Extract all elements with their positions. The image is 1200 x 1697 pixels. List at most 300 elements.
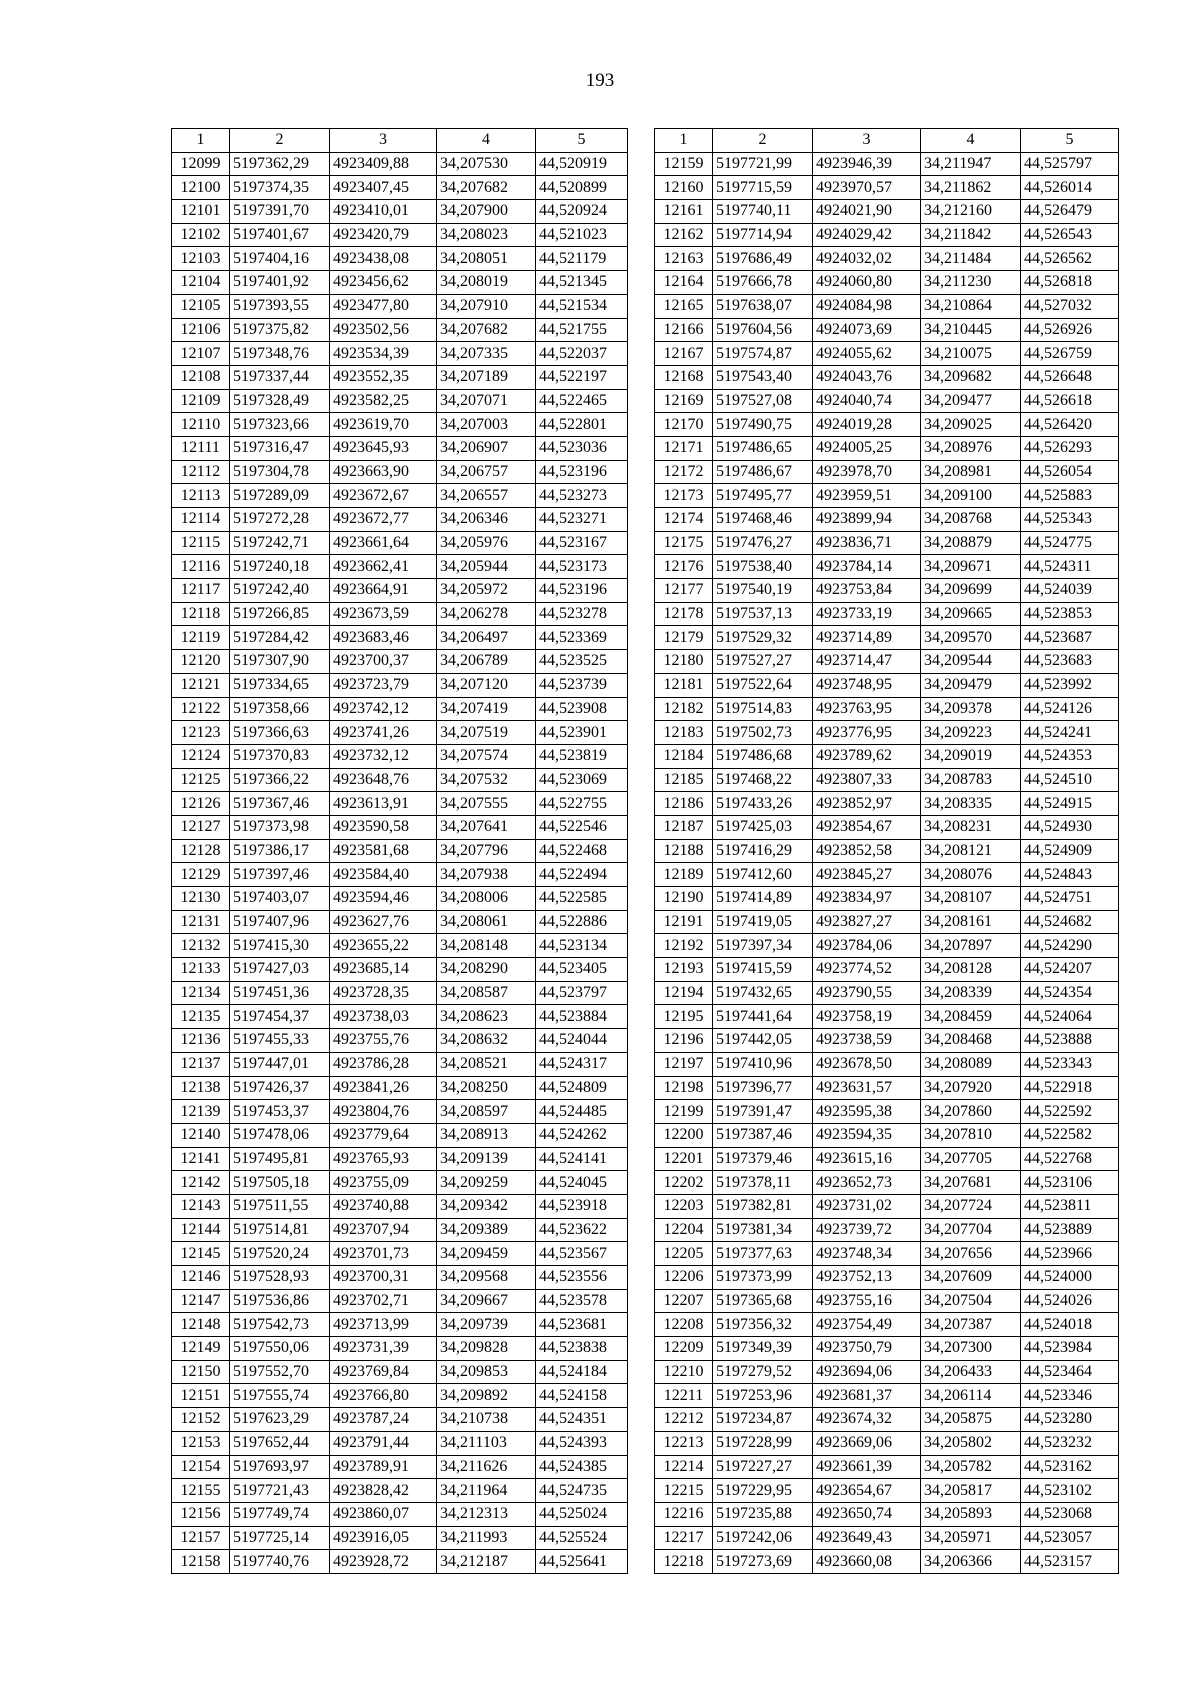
y-coordinate-cell: 4924055,62 — [813, 342, 921, 366]
y-coordinate-cell: 4923731,02 — [813, 1194, 921, 1218]
y-coordinate-cell: 4923664,91 — [330, 579, 437, 603]
point-number-cell: 12130 — [172, 887, 230, 911]
table-row — [172, 294, 628, 318]
table-row — [172, 863, 628, 887]
point-number-cell: 12198 — [655, 1076, 713, 1100]
longitude-cell: 34,207860 — [921, 1100, 1021, 1124]
longitude-cell: 34,207335 — [437, 342, 536, 366]
x-coordinate-cell: 5197240,18 — [230, 555, 330, 579]
table-row — [172, 555, 628, 579]
y-coordinate-cell: 4923502,56 — [330, 318, 437, 342]
table-row — [655, 1431, 1119, 1455]
longitude-cell: 34,209100 — [921, 484, 1021, 508]
latitude-cell: 44,523578 — [536, 1289, 628, 1313]
point-number-cell: 12201 — [655, 1147, 713, 1171]
x-coordinate-cell: 5197348,76 — [230, 342, 330, 366]
longitude-cell: 34,209699 — [921, 579, 1021, 603]
latitude-cell: 44,524735 — [536, 1479, 628, 1503]
point-number-cell: 12209 — [655, 1337, 713, 1361]
latitude-cell: 44,523157 — [1021, 1550, 1119, 1574]
longitude-cell: 34,208768 — [921, 508, 1021, 532]
y-coordinate-cell: 4924005,25 — [813, 436, 921, 460]
longitude-cell: 34,207724 — [921, 1194, 1021, 1218]
table-row — [172, 436, 628, 460]
table-row — [172, 271, 628, 295]
table-row — [172, 1147, 628, 1171]
x-coordinate-cell: 5197284,42 — [230, 626, 330, 650]
x-coordinate-cell: 5197537,13 — [713, 602, 813, 626]
y-coordinate-cell: 4923650,74 — [813, 1502, 921, 1526]
table-row — [655, 1123, 1119, 1147]
y-coordinate-cell: 4923755,76 — [330, 1029, 437, 1053]
latitude-cell: 44,526648 — [1021, 365, 1119, 389]
table-row — [655, 318, 1119, 342]
x-coordinate-cell: 5197253,96 — [713, 1384, 813, 1408]
latitude-cell: 44,523567 — [536, 1242, 628, 1266]
point-number-cell: 12183 — [655, 721, 713, 745]
x-coordinate-cell: 5197486,65 — [713, 436, 813, 460]
point-number-cell: 12154 — [172, 1455, 230, 1479]
point-number-cell: 12217 — [655, 1526, 713, 1550]
y-coordinate-cell: 4923420,79 — [330, 223, 437, 247]
point-number-cell: 12136 — [172, 1029, 230, 1053]
latitude-cell: 44,523069 — [536, 768, 628, 792]
latitude-cell: 44,523853 — [1021, 602, 1119, 626]
point-number-cell: 12111 — [172, 436, 230, 460]
y-coordinate-cell: 4923672,67 — [330, 484, 437, 508]
longitude-cell: 34,212187 — [437, 1550, 536, 1574]
table-row — [172, 1029, 628, 1053]
y-coordinate-cell: 4924043,76 — [813, 365, 921, 389]
y-coordinate-cell: 4923683,46 — [330, 626, 437, 650]
x-coordinate-cell: 5197715,59 — [713, 176, 813, 200]
latitude-cell: 44,521023 — [536, 223, 628, 247]
x-coordinate-cell: 5197528,93 — [230, 1266, 330, 1290]
point-number-cell: 12166 — [655, 318, 713, 342]
table-row — [655, 1384, 1119, 1408]
latitude-cell: 44,523901 — [536, 721, 628, 745]
latitude-cell: 44,524026 — [1021, 1289, 1119, 1313]
x-coordinate-cell: 5197307,90 — [230, 650, 330, 674]
x-coordinate-cell: 5197520,24 — [230, 1242, 330, 1266]
y-coordinate-cell: 4923928,72 — [330, 1550, 437, 1574]
y-coordinate-cell: 4923828,42 — [330, 1479, 437, 1503]
point-number-cell: 12207 — [655, 1289, 713, 1313]
table-row — [655, 1171, 1119, 1195]
x-coordinate-cell: 5197604,56 — [713, 318, 813, 342]
longitude-cell: 34,205875 — [921, 1408, 1021, 1432]
longitude-cell: 34,208976 — [921, 436, 1021, 460]
table-row — [172, 1479, 628, 1503]
point-number-cell: 12123 — [172, 721, 230, 745]
table-row — [655, 247, 1119, 271]
table-row — [655, 1313, 1119, 1337]
longitude-cell: 34,206757 — [437, 460, 536, 484]
y-coordinate-cell: 4923827,27 — [813, 910, 921, 934]
point-number-cell: 12162 — [655, 223, 713, 247]
longitude-cell: 34,209479 — [921, 673, 1021, 697]
longitude-cell: 34,209671 — [921, 555, 1021, 579]
point-number-cell: 12211 — [655, 1384, 713, 1408]
table-row — [655, 271, 1119, 295]
latitude-cell: 44,526818 — [1021, 271, 1119, 295]
point-number-cell: 12167 — [655, 342, 713, 366]
column-header: 4 — [437, 129, 536, 153]
latitude-cell: 44,523464 — [1021, 1360, 1119, 1384]
longitude-cell: 34,207003 — [437, 413, 536, 437]
point-number-cell: 12149 — [172, 1337, 230, 1361]
table-row — [172, 792, 628, 816]
y-coordinate-cell: 4923631,57 — [813, 1076, 921, 1100]
y-coordinate-cell: 4924029,42 — [813, 223, 921, 247]
table-row — [655, 1029, 1119, 1053]
table-row — [655, 555, 1119, 579]
latitude-cell: 44,522465 — [536, 389, 628, 413]
x-coordinate-cell: 5197227,27 — [713, 1455, 813, 1479]
latitude-cell: 44,523966 — [1021, 1242, 1119, 1266]
table-row — [172, 1408, 628, 1432]
y-coordinate-cell: 4923662,41 — [330, 555, 437, 579]
latitude-cell: 44,523068 — [1021, 1502, 1119, 1526]
table-row — [655, 839, 1119, 863]
longitude-cell: 34,208006 — [437, 887, 536, 911]
table-row — [172, 1266, 628, 1290]
latitude-cell: 44,523346 — [1021, 1384, 1119, 1408]
point-number-cell: 12138 — [172, 1076, 230, 1100]
x-coordinate-cell: 5197490,75 — [713, 413, 813, 437]
longitude-cell: 34,207532 — [437, 768, 536, 792]
longitude-cell: 34,208459 — [921, 1005, 1021, 1029]
latitude-cell: 44,523908 — [536, 697, 628, 721]
table-row — [655, 768, 1119, 792]
longitude-cell: 34,205802 — [921, 1431, 1021, 1455]
x-coordinate-cell: 5197433,26 — [713, 792, 813, 816]
table-row — [172, 152, 628, 176]
y-coordinate-cell: 4923753,84 — [813, 579, 921, 603]
longitude-cell: 34,209892 — [437, 1384, 536, 1408]
y-coordinate-cell: 4924060,80 — [813, 271, 921, 295]
x-coordinate-cell: 5197514,83 — [713, 697, 813, 721]
y-coordinate-cell: 4923754,49 — [813, 1313, 921, 1337]
x-coordinate-cell: 5197432,65 — [713, 981, 813, 1005]
point-number-cell: 12172 — [655, 460, 713, 484]
longitude-cell: 34,208913 — [437, 1123, 536, 1147]
x-coordinate-cell: 5197272,28 — [230, 508, 330, 532]
point-number-cell: 12147 — [172, 1289, 230, 1313]
latitude-cell: 44,523992 — [1021, 673, 1119, 697]
table-row — [172, 768, 628, 792]
longitude-cell: 34,209389 — [437, 1218, 536, 1242]
x-coordinate-cell: 5197721,43 — [230, 1479, 330, 1503]
latitude-cell: 44,523273 — [536, 484, 628, 508]
x-coordinate-cell: 5197502,73 — [713, 721, 813, 745]
latitude-cell: 44,523687 — [1021, 626, 1119, 650]
longitude-cell: 34,207504 — [921, 1289, 1021, 1313]
x-coordinate-cell: 5197441,64 — [713, 1005, 813, 1029]
x-coordinate-cell: 5197391,70 — [230, 200, 330, 224]
latitude-cell: 44,523681 — [536, 1313, 628, 1337]
latitude-cell: 44,523102 — [1021, 1479, 1119, 1503]
table-row — [655, 1289, 1119, 1313]
y-coordinate-cell: 4923669,06 — [813, 1431, 921, 1455]
latitude-cell: 44,523280 — [1021, 1408, 1119, 1432]
point-number-cell: 12146 — [172, 1266, 230, 1290]
table-row — [172, 1123, 628, 1147]
y-coordinate-cell: 4923741,26 — [330, 721, 437, 745]
x-coordinate-cell: 5197334,65 — [230, 673, 330, 697]
x-coordinate-cell: 5197454,37 — [230, 1005, 330, 1029]
longitude-cell: 34,208089 — [921, 1052, 1021, 1076]
y-coordinate-cell: 4923978,70 — [813, 460, 921, 484]
table-row — [172, 1550, 628, 1574]
y-coordinate-cell: 4924084,98 — [813, 294, 921, 318]
y-coordinate-cell: 4923836,71 — [813, 531, 921, 555]
latitude-cell: 44,523134 — [536, 934, 628, 958]
x-coordinate-cell: 5197415,30 — [230, 934, 330, 958]
y-coordinate-cell: 4923763,95 — [813, 697, 921, 721]
table-row — [655, 650, 1119, 674]
latitude-cell: 44,524262 — [536, 1123, 628, 1147]
point-number-cell: 12112 — [172, 460, 230, 484]
longitude-cell: 34,207120 — [437, 673, 536, 697]
latitude-cell: 44,526562 — [1021, 247, 1119, 271]
longitude-cell: 34,208061 — [437, 910, 536, 934]
latitude-cell: 44,524317 — [536, 1052, 628, 1076]
longitude-cell: 34,207641 — [437, 815, 536, 839]
y-coordinate-cell: 4923731,39 — [330, 1337, 437, 1361]
longitude-cell: 34,209259 — [437, 1171, 536, 1195]
longitude-cell: 34,206789 — [437, 650, 536, 674]
x-coordinate-cell: 5197374,35 — [230, 176, 330, 200]
table-row — [655, 815, 1119, 839]
point-number-cell: 12157 — [172, 1526, 230, 1550]
point-number-cell: 12184 — [655, 744, 713, 768]
latitude-cell: 44,522494 — [536, 863, 628, 887]
latitude-cell: 44,524775 — [1021, 531, 1119, 555]
y-coordinate-cell: 4923707,94 — [330, 1218, 437, 1242]
x-coordinate-cell: 5197366,22 — [230, 768, 330, 792]
point-number-cell: 12173 — [655, 484, 713, 508]
y-coordinate-cell: 4923661,64 — [330, 531, 437, 555]
latitude-cell: 44,523271 — [536, 508, 628, 532]
point-number-cell: 12127 — [172, 815, 230, 839]
latitude-cell: 44,522582 — [1021, 1123, 1119, 1147]
y-coordinate-cell: 4923769,84 — [330, 1360, 437, 1384]
table-row — [655, 934, 1119, 958]
point-number-cell: 12168 — [655, 365, 713, 389]
latitude-cell: 44,523888 — [1021, 1029, 1119, 1053]
table-row — [655, 1479, 1119, 1503]
x-coordinate-cell: 5197638,07 — [713, 294, 813, 318]
point-number-cell: 12197 — [655, 1052, 713, 1076]
latitude-cell: 44,522755 — [536, 792, 628, 816]
y-coordinate-cell: 4923713,99 — [330, 1313, 437, 1337]
table-row — [655, 1502, 1119, 1526]
y-coordinate-cell: 4923765,93 — [330, 1147, 437, 1171]
y-coordinate-cell: 4923407,45 — [330, 176, 437, 200]
x-coordinate-cell: 5197540,19 — [713, 579, 813, 603]
latitude-cell: 44,524930 — [1021, 815, 1119, 839]
table-row — [655, 1100, 1119, 1124]
latitude-cell: 44,524044 — [536, 1029, 628, 1053]
point-number-cell: 12164 — [655, 271, 713, 295]
x-coordinate-cell: 5197416,29 — [713, 839, 813, 863]
longitude-cell: 34,207682 — [437, 176, 536, 200]
x-coordinate-cell: 5197552,70 — [230, 1360, 330, 1384]
longitude-cell: 34,207189 — [437, 365, 536, 389]
table-row — [655, 294, 1119, 318]
longitude-cell: 34,209223 — [921, 721, 1021, 745]
latitude-cell: 44,524909 — [1021, 839, 1119, 863]
latitude-cell: 44,524843 — [1021, 863, 1119, 887]
point-number-cell: 12144 — [172, 1218, 230, 1242]
longitude-cell: 34,211626 — [437, 1455, 536, 1479]
y-coordinate-cell: 4923787,24 — [330, 1408, 437, 1432]
latitude-cell: 44,525883 — [1021, 484, 1119, 508]
x-coordinate-cell: 5197228,99 — [713, 1431, 813, 1455]
y-coordinate-cell: 4923477,80 — [330, 294, 437, 318]
y-coordinate-cell: 4923590,58 — [330, 815, 437, 839]
longitude-cell: 34,207920 — [921, 1076, 1021, 1100]
point-number-cell: 12134 — [172, 981, 230, 1005]
table-row — [172, 579, 628, 603]
table-row — [172, 1526, 628, 1550]
point-number-cell: 12103 — [172, 247, 230, 271]
x-coordinate-cell: 5197427,03 — [230, 958, 330, 982]
point-number-cell: 12210 — [655, 1360, 713, 1384]
latitude-cell: 44,526543 — [1021, 223, 1119, 247]
y-coordinate-cell: 4923755,09 — [330, 1171, 437, 1195]
y-coordinate-cell: 4923702,71 — [330, 1289, 437, 1313]
longitude-cell: 34,209139 — [437, 1147, 536, 1171]
latitude-cell: 44,523405 — [536, 958, 628, 982]
latitude-cell: 44,523525 — [536, 650, 628, 674]
y-coordinate-cell: 4923660,08 — [813, 1550, 921, 1574]
longitude-cell: 34,208231 — [921, 815, 1021, 839]
point-number-cell: 12141 — [172, 1147, 230, 1171]
table-row — [655, 602, 1119, 626]
longitude-cell: 34,206346 — [437, 508, 536, 532]
y-coordinate-cell: 4923845,27 — [813, 863, 921, 887]
longitude-cell: 34,207900 — [437, 200, 536, 224]
y-coordinate-cell: 4923584,40 — [330, 863, 437, 887]
y-coordinate-cell: 4923742,12 — [330, 697, 437, 721]
table-row — [172, 602, 628, 626]
x-coordinate-cell: 5197381,34 — [713, 1218, 813, 1242]
x-coordinate-cell: 5197370,83 — [230, 744, 330, 768]
latitude-cell: 44,525524 — [536, 1526, 628, 1550]
latitude-cell: 44,523278 — [536, 602, 628, 626]
longitude-cell: 34,207419 — [437, 697, 536, 721]
table-row — [172, 958, 628, 982]
y-coordinate-cell: 4923673,59 — [330, 602, 437, 626]
x-coordinate-cell: 5197495,81 — [230, 1147, 330, 1171]
table-row — [172, 839, 628, 863]
longitude-cell: 34,206433 — [921, 1360, 1021, 1384]
table-row — [172, 247, 628, 271]
y-coordinate-cell: 4923613,91 — [330, 792, 437, 816]
point-number-cell: 12188 — [655, 839, 713, 863]
point-number-cell: 12101 — [172, 200, 230, 224]
y-coordinate-cell: 4923854,67 — [813, 815, 921, 839]
point-number-cell: 12100 — [172, 176, 230, 200]
latitude-cell: 44,520919 — [536, 152, 628, 176]
point-number-cell: 12194 — [655, 981, 713, 1005]
y-coordinate-cell: 4923456,62 — [330, 271, 437, 295]
x-coordinate-cell: 5197242,71 — [230, 531, 330, 555]
point-number-cell: 12171 — [655, 436, 713, 460]
latitude-cell: 44,524000 — [1021, 1266, 1119, 1290]
longitude-cell: 34,211862 — [921, 176, 1021, 200]
table-row — [172, 815, 628, 839]
column-header: 4 — [921, 129, 1021, 153]
y-coordinate-cell: 4923700,31 — [330, 1266, 437, 1290]
x-coordinate-cell: 5197486,67 — [713, 460, 813, 484]
longitude-cell: 34,207656 — [921, 1242, 1021, 1266]
y-coordinate-cell: 4923627,76 — [330, 910, 437, 934]
x-coordinate-cell: 5197543,40 — [713, 365, 813, 389]
x-coordinate-cell: 5197242,06 — [713, 1526, 813, 1550]
y-coordinate-cell: 4923672,77 — [330, 508, 437, 532]
point-number-cell: 12109 — [172, 389, 230, 413]
longitude-cell: 34,206557 — [437, 484, 536, 508]
point-number-cell: 12113 — [172, 484, 230, 508]
table-row — [172, 887, 628, 911]
point-number-cell: 12180 — [655, 650, 713, 674]
table-row — [172, 460, 628, 484]
latitude-cell: 44,522037 — [536, 342, 628, 366]
latitude-cell: 44,524039 — [1021, 579, 1119, 603]
table-row — [655, 531, 1119, 555]
point-number-cell: 12187 — [655, 815, 713, 839]
point-number-cell: 12102 — [172, 223, 230, 247]
table-row — [172, 1384, 628, 1408]
point-number-cell: 12132 — [172, 934, 230, 958]
longitude-cell: 34,210738 — [437, 1408, 536, 1432]
point-number-cell: 12179 — [655, 626, 713, 650]
y-coordinate-cell: 4924032,02 — [813, 247, 921, 271]
y-coordinate-cell: 4923774,52 — [813, 958, 921, 982]
x-coordinate-cell: 5197412,60 — [713, 863, 813, 887]
latitude-cell: 44,523167 — [536, 531, 628, 555]
point-number-cell: 12212 — [655, 1408, 713, 1432]
longitude-cell: 34,210445 — [921, 318, 1021, 342]
table-row — [172, 1313, 628, 1337]
latitude-cell: 44,523683 — [1021, 650, 1119, 674]
y-coordinate-cell: 4923786,28 — [330, 1052, 437, 1076]
x-coordinate-cell: 5197555,74 — [230, 1384, 330, 1408]
x-coordinate-cell: 5197447,01 — [230, 1052, 330, 1076]
y-coordinate-cell: 4923714,47 — [813, 650, 921, 674]
x-coordinate-cell: 5197229,95 — [713, 1479, 813, 1503]
table-row — [172, 721, 628, 745]
table-row — [655, 1266, 1119, 1290]
table-row — [172, 934, 628, 958]
x-coordinate-cell: 5197273,69 — [713, 1550, 813, 1574]
table-row — [655, 413, 1119, 437]
x-coordinate-cell: 5197358,66 — [230, 697, 330, 721]
longitude-cell: 34,212313 — [437, 1502, 536, 1526]
x-coordinate-cell: 5197426,37 — [230, 1076, 330, 1100]
x-coordinate-cell: 5197414,89 — [713, 887, 813, 911]
y-coordinate-cell: 4923899,94 — [813, 508, 921, 532]
point-number-cell: 12114 — [172, 508, 230, 532]
x-coordinate-cell: 5197542,73 — [230, 1313, 330, 1337]
point-number-cell: 12186 — [655, 792, 713, 816]
y-coordinate-cell: 4923685,14 — [330, 958, 437, 982]
point-number-cell: 12160 — [655, 176, 713, 200]
longitude-cell: 34,208981 — [921, 460, 1021, 484]
